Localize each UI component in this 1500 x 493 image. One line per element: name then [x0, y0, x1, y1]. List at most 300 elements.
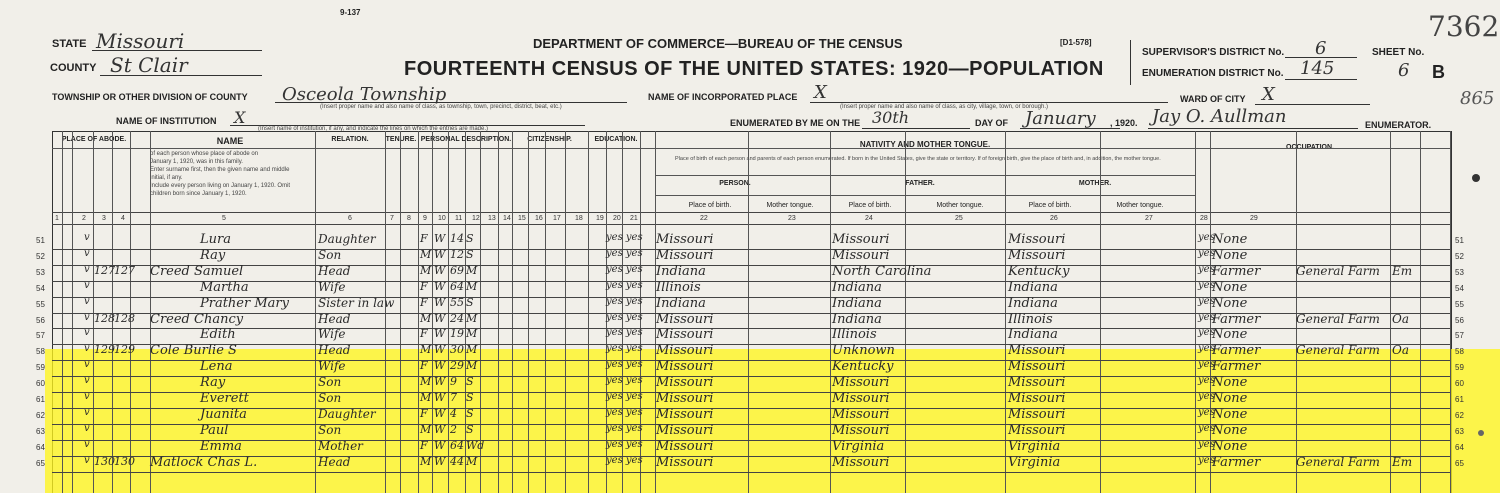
enumerated-day: 30th [872, 108, 910, 127]
race: W [434, 391, 446, 404]
col-mother-tongue: Mother tongue. [1116, 202, 1164, 209]
relation: Wife [318, 327, 346, 342]
relation: Head [318, 343, 351, 358]
line-number: 61 [1455, 395, 1464, 404]
occupation: None [1212, 438, 1248, 454]
person-name: Lena [200, 359, 233, 375]
institution-label: NAME OF INSTITUTION [116, 116, 217, 126]
row-line [52, 472, 1450, 473]
education: yes yes [606, 391, 643, 402]
column-number: 15 [518, 215, 526, 222]
family-number: 128 [114, 311, 135, 325]
line-number: 53 [36, 267, 45, 277]
check-mark: v [84, 232, 90, 243]
age: 29 [450, 359, 464, 373]
race: W [434, 311, 446, 325]
line-number: 56 [36, 315, 45, 325]
col-father-birth: Place of birth. [848, 202, 892, 209]
father-birthplace: Indiana [832, 279, 882, 295]
person-name: Ray [200, 247, 226, 263]
column-number: 5 [222, 215, 226, 222]
father-birthplace: Virginia [832, 438, 885, 454]
education: yes yes [606, 422, 643, 434]
line-number: 53 [1455, 267, 1464, 277]
industry: General Farm [1296, 454, 1380, 469]
race: W [434, 454, 446, 468]
check-mark: v [84, 343, 90, 355]
family-number: 127 [114, 263, 135, 277]
speaks-english: yes [1198, 232, 1215, 243]
year-text: , 1920. [1110, 118, 1138, 128]
industry: General Farm [1296, 343, 1380, 358]
column-number: 11 [455, 215, 463, 222]
father-birthplace: Kentucky [832, 359, 894, 375]
marital-status: Wd [466, 438, 485, 452]
father-birthplace: Illinois [832, 327, 877, 343]
person-name: Creed Samuel [150, 263, 244, 279]
age: 64 [450, 438, 464, 452]
education: yes yes [606, 406, 643, 418]
check-mark: v [84, 422, 90, 434]
column-number: 16 [535, 215, 543, 222]
mother-birthplace: Missouri [1008, 247, 1066, 263]
education: yes yes [606, 454, 643, 466]
birthplace: Missouri [656, 327, 714, 343]
education: yes yes [606, 327, 643, 339]
marital-status: S [466, 422, 474, 436]
incorporated-value: X [814, 82, 827, 103]
person-name: Lura [200, 232, 231, 247]
mother-birthplace: Missouri [1008, 375, 1066, 391]
form-id: [D1-578] [1060, 38, 1092, 47]
relation: Wife [318, 359, 346, 374]
race: W [434, 359, 446, 373]
age: 12 [450, 247, 464, 261]
father-birthplace: Missouri [832, 422, 890, 438]
marital-status: M [466, 279, 478, 293]
column-number: 1 [55, 215, 59, 222]
line-number: 58 [1455, 347, 1464, 357]
department-heading: DEPARTMENT OF COMMERCE—BUREAU OF THE CENSUS [533, 36, 903, 51]
age: 69 [450, 263, 464, 277]
speaks-english: yes [1198, 422, 1215, 434]
sex: F [420, 406, 428, 420]
day-of-label: DAY OF [975, 118, 1009, 128]
column-number: 8 [407, 215, 411, 222]
relation: Head [318, 311, 351, 326]
person-name: Juanita [200, 406, 247, 422]
mother-birthplace: Indiana [1008, 327, 1058, 343]
father-birthplace: Indiana [832, 295, 882, 311]
mother-birthplace: Missouri [1008, 422, 1066, 438]
age: 9 [450, 375, 457, 389]
enumeration-label: ENUMERATION DISTRICT No. [1142, 68, 1284, 79]
speaks-english: yes [1198, 295, 1215, 307]
father-birthplace: Unknown [832, 343, 895, 359]
enumeration-value: 145 [1300, 58, 1335, 79]
census-sheet: 9-137 DEPARTMENT OF COMMERCE—BUREAU OF THE CENSUS [D1-578] FOURTEENTH CENSUS OF THE UNITED STATES: 1920—POPULATION STATE Missouri COUNTY St Clair TOWNSHIP OR OTHER DIVISION OF COUNTY Osceola Township (Insert proper name and also name of class, as township, town, precinct, district, beat, etc.) NAME OF INSTITUTION X (Insert name of institution, if any, and indicate the lines on which the entries are made.) NAME OF INCORPORATED PLACE X (Insert proper name and also name of class, as city, village, town, or borough.) WARD OF CITY X ENUMERATED BY ME ON THE 30th DAY OF January , 1920. Jay O. Aullman ENUMERATOR. SUPERVISOR'S DISTRICT No. 6 ENUMERATION DISTRICT No. 145 SHEET No. 6 B 7362 865 PLACE OF ABODE. NAME of each person whose place of abode on January 1, 1920, was in this family. Enter surname first, then the given name and middle initial, if any. Include every person living on January 1, 1920. Omit children born since January 1, 1920. RELATION. TENURE. PERSONAL DESCRIPTION. CITIZENSHIP. EDUCATION. NATIVITY AND MOTHER TONGUE. Place of birth of each person and parents of each person enumerated. If born in the United States, give the state or territory. If of foreign birth, give the place of birth and, in addition, the mother tongue. PERSON. FATHER. MOTHER. Place of birth. Mother tongue. Place of birth. Mother tongue. Place of birth. Mother tongue. OCCUPATION. 1 2 3 4 5 6 7 8 9 10 11 12 13 14 15 16 17 18 19 20 21 22 23 24 25 26 27 28 29 51 51 v Lura Daughter F W 14 S yes yes Missouri Missouri Missouri yes None 52 52 v Ray Son M W 12 S yes yes Missouri Missouri Missouri yes None 53 53 v 127 127 Creed Samuel Head M W 69 M yes yes Indiana North Carolina Kentucky yes Farmer General Farm Em 54 54 v Martha Wife F W 64 M yes yes Illinois Indiana Indiana yes None 55 55 v Prather Mary Sister in law F W 55 S yes yes Indiana Indiana Indiana yes None 56 56 v 128 128 Creed Chancy Head M W 24 M yes yes Missouri Indiana Illinois yes Farmer General Farm Oa 57 57 v Edith Wife F W 19 M yes yes Missouri Illinois Indiana yes None 58 58 v 129 129 Cole Burlie S Head M W 30 M yes yes Missouri Unknown Missouri yes Farmer General Farm Oa 59 59 v Lena Wife F W 29 M yes yes Missouri Kentucky Missouri yes Farmer 60 60 v Ray Son M W 9 S yes yes Missouri Missouri Missouri yes None 61 61 v Everett Son M W 7 S yes yes Missouri Missouri Missouri yes None 62 62 v Juanita Daughter F W 4 S yes yes Missouri Missouri Missouri yes None 63 63 v Paul Son M W 2 S yes yes Missouri Missouri Missouri yes None 64 64 v Emma Mother F W 64 Wd yes yes Missouri Virginia Virginia yes None 65 65 v 130 130 Matlock Chas L. Head M W 44 M yes yes Missouri Missouri Virginia yes Farmer General Farm Em [0, 0, 1500, 493]
race: W [434, 295, 446, 309]
state-label: STATE [52, 38, 87, 50]
sheet-label: SHEET No. [1372, 47, 1425, 58]
census-title: FOURTEENTH CENSUS OF THE UNITED STATES: 1920—POPULATION [404, 58, 1104, 80]
punch-hole [1472, 174, 1480, 182]
father-birthplace: Missouri [832, 406, 890, 422]
marital-status: S [466, 232, 474, 245]
check-mark: v [84, 247, 90, 259]
birthplace: Indiana [656, 295, 706, 311]
father-birthplace: Missouri [832, 247, 890, 263]
line-number: 63 [1455, 426, 1464, 436]
line-number: 65 [36, 458, 45, 468]
mother-birthplace: Virginia [1008, 454, 1061, 470]
line-number: 62 [1455, 410, 1464, 420]
father-birthplace: Missouri [832, 391, 890, 406]
occupation: Farmer [1212, 343, 1261, 359]
institution-value: X [234, 108, 246, 127]
col-personal: PERSONAL DESCRIPTION. [420, 136, 512, 143]
mother-birthplace: Illinois [1008, 311, 1053, 327]
race: W [434, 279, 446, 293]
column-number: 3 [102, 215, 106, 222]
occupation: Farmer [1212, 311, 1261, 327]
sex: F [420, 327, 428, 341]
speaks-english: yes [1198, 247, 1215, 259]
speaks-english: yes [1198, 279, 1215, 291]
education: yes yes [606, 279, 643, 291]
sex: F [420, 295, 428, 309]
column-number: 14 [503, 215, 511, 222]
education: yes yes [606, 359, 643, 371]
father-birthplace: Missouri [832, 454, 890, 470]
check-mark: v [84, 263, 90, 275]
education: yes yes [606, 247, 643, 259]
relation: Son [318, 375, 342, 390]
col-education: EDUCATION. [594, 136, 638, 143]
mother-birthplace: Missouri [1008, 232, 1066, 247]
age: 14 [450, 232, 464, 245]
ward-label: WARD OF CITY [1180, 94, 1246, 104]
age: 30 [450, 343, 464, 357]
enumerator-label: ENUMERATOR. [1365, 120, 1432, 130]
check-mark: v [84, 375, 90, 387]
marital-status: M [466, 311, 478, 325]
line-number: 59 [1455, 363, 1464, 373]
birthplace: Indiana [656, 263, 706, 279]
col-person-tongue: Mother tongue. [766, 202, 814, 209]
sex: M [420, 343, 432, 357]
sheet-value: 6 [1398, 60, 1410, 81]
col-occupation: OCCUPATION. [1286, 144, 1334, 151]
birthplace: Missouri [656, 232, 714, 247]
column-number: 29 [1250, 215, 1258, 222]
marital-status: S [466, 391, 474, 404]
line-number: 57 [1455, 331, 1464, 341]
birthplace: Missouri [656, 359, 714, 375]
column-number: 28 [1200, 215, 1208, 222]
father-birthplace: Missouri [832, 375, 890, 391]
speaks-english: yes [1198, 327, 1215, 339]
race: W [434, 375, 446, 389]
line-number: 55 [1455, 299, 1464, 309]
dwelling-number: 127 [94, 263, 115, 277]
col-name: NAME [216, 136, 244, 146]
birthplace: Missouri [656, 406, 714, 422]
relation: Daughter [318, 406, 376, 421]
dwelling-number: 128 [94, 311, 115, 325]
race: W [434, 406, 446, 420]
check-mark: v [84, 311, 90, 323]
family-number: 130 [114, 454, 135, 468]
mother-birthplace: Missouri [1008, 391, 1066, 406]
age: 44 [450, 454, 464, 468]
sex: M [420, 311, 432, 325]
column-number: 26 [1050, 215, 1058, 222]
sex: F [420, 279, 428, 293]
father-birthplace: Indiana [832, 311, 882, 327]
column-number: 27 [1145, 215, 1153, 222]
occupation: None [1212, 391, 1248, 406]
person-name: Cole Burlie S [150, 343, 237, 359]
line-number: 51 [36, 236, 45, 245]
column-number: 10 [438, 215, 446, 222]
column-number: 21 [630, 215, 638, 222]
line-number: 63 [36, 426, 45, 436]
occupation: Farmer [1212, 359, 1261, 375]
col-mother-birth: Place of birth. [1028, 202, 1072, 209]
speaks-english: yes [1198, 438, 1215, 450]
race: W [434, 263, 446, 277]
age: 64 [450, 279, 464, 293]
education: yes yes [606, 232, 643, 243]
col-person: PERSON. [719, 180, 751, 187]
industry: General Farm [1296, 263, 1380, 278]
col-place-of-abode: PLACE OF ABODE. [61, 136, 127, 143]
sex: F [420, 359, 428, 373]
father-birthplace: North Carolina [832, 263, 932, 279]
grid-line [1450, 131, 1451, 493]
education: yes yes [606, 295, 643, 307]
sex: M [420, 391, 432, 404]
mother-birthplace: Indiana [1008, 295, 1058, 311]
speaks-english: yes [1198, 391, 1215, 402]
sex: F [420, 438, 428, 452]
race: W [434, 438, 446, 452]
check-mark: v [84, 438, 90, 450]
birthplace: Missouri [656, 422, 714, 438]
punch-hole-2 [1478, 430, 1484, 436]
column-number: 24 [865, 215, 873, 222]
line-number: 58 [36, 347, 45, 357]
county-value: St Clair [110, 53, 188, 77]
ward-value: X [1262, 84, 1275, 105]
line-number: 57 [36, 331, 45, 341]
column-number: 18 [575, 215, 583, 222]
race: W [434, 232, 446, 245]
form-code: 9-137 [340, 8, 361, 17]
line-number: 51 [1455, 236, 1464, 245]
marital-status: M [466, 454, 478, 468]
race: W [434, 327, 446, 341]
education: yes yes [606, 438, 643, 450]
mother-birthplace: Indiana [1008, 279, 1058, 295]
line-number: 59 [36, 363, 45, 373]
col-father-tongue: Mother tongue. [936, 202, 984, 209]
mother-birthplace: Missouri [1008, 406, 1066, 422]
relation: Head [318, 263, 351, 278]
occupation: Farmer [1212, 454, 1261, 470]
check-mark: v [84, 391, 90, 402]
speaks-english: yes [1198, 406, 1215, 418]
check-mark: v [84, 327, 90, 339]
birthplace: Missouri [656, 311, 714, 327]
birthplace: Illinois [656, 279, 701, 295]
birthplace: Missouri [656, 343, 714, 359]
column-number: 20 [613, 215, 621, 222]
column-number: 12 [472, 215, 480, 222]
education: yes yes [606, 263, 643, 275]
father-birthplace: Missouri [832, 232, 890, 247]
occupation: None [1212, 232, 1248, 247]
education: yes yes [606, 343, 643, 355]
relation: Head [318, 454, 351, 469]
marital-status: M [466, 343, 478, 357]
line-number: 52 [1455, 251, 1464, 261]
marital-status: M [466, 263, 478, 277]
person-name: Martha [200, 279, 249, 295]
mother-birthplace: Virginia [1008, 438, 1061, 454]
education: yes yes [606, 311, 643, 323]
speaks-english: yes [1198, 263, 1215, 275]
speaks-english: yes [1198, 454, 1215, 466]
column-number: 23 [788, 215, 796, 222]
person-name: Edith [200, 327, 236, 343]
column-number: 9 [423, 215, 427, 222]
incorporated-label: NAME OF INCORPORATED PLACE [648, 92, 798, 102]
person-name: Creed Chancy [150, 311, 244, 327]
age: 24 [450, 311, 464, 325]
marital-status: M [466, 359, 478, 373]
person-name: Ray [200, 375, 226, 391]
line-number: 61 [36, 395, 45, 404]
birthplace: Missouri [656, 438, 714, 454]
line-number: 54 [36, 283, 45, 293]
birthplace: Missouri [656, 454, 714, 470]
occupation: Farmer [1212, 263, 1261, 279]
township-value: Osceola Township [282, 84, 447, 105]
occupation: None [1212, 247, 1248, 263]
age: 19 [450, 327, 464, 341]
relation: Wife [318, 279, 346, 294]
column-number: 19 [596, 215, 604, 222]
line-number: 52 [36, 251, 45, 261]
stamp-number: 7362 [1428, 10, 1500, 43]
race: W [434, 343, 446, 357]
county-label: COUNTY [50, 62, 97, 74]
column-number: 6 [348, 215, 352, 222]
birthplace: Missouri [656, 391, 714, 406]
line-number: 62 [36, 410, 45, 420]
birthplace: Missouri [656, 247, 714, 263]
marital-status: M [466, 327, 478, 341]
enumerated-month: January [1025, 108, 1096, 129]
column-number: 13 [488, 215, 496, 222]
sheet-letter: B [1432, 62, 1445, 82]
dwelling-number: 129 [94, 343, 115, 357]
line-number: 65 [1455, 458, 1464, 468]
mother-birthplace: Kentucky [1008, 263, 1070, 279]
person-name: Prather Mary [200, 295, 289, 311]
column-number: 4 [121, 215, 125, 222]
industry: General Farm [1296, 311, 1380, 326]
check-mark: v [84, 454, 90, 466]
column-number: 2 [82, 215, 86, 222]
occupation: None [1212, 422, 1248, 438]
occupation: None [1212, 295, 1248, 311]
line-number: 64 [1455, 442, 1464, 452]
col-citizenship: CITIZENSHIP. [527, 136, 572, 143]
col-mother: MOTHER. [1078, 180, 1112, 187]
line-number: 56 [1455, 315, 1464, 325]
column-number: 22 [700, 215, 708, 222]
marital-status: S [466, 295, 474, 309]
col-person-birth: Place of birth. [688, 202, 732, 209]
sex: M [420, 263, 432, 277]
line-number: 60 [36, 379, 45, 389]
person-name: Emma [200, 438, 242, 454]
township-label: TOWNSHIP OR OTHER DIVISION OF COUNTY [52, 92, 248, 102]
sex: M [420, 454, 432, 468]
race: W [434, 247, 446, 261]
family-number: 129 [114, 343, 135, 357]
column-number: 17 [553, 215, 561, 222]
sex: M [420, 422, 432, 436]
col-nativity: NATIVITY AND MOTHER TONGUE. [859, 140, 991, 149]
relation: Mother [318, 438, 363, 453]
birthplace: Missouri [656, 375, 714, 391]
supervisor-label: SUPERVISOR'S DISTRICT No. [1142, 47, 1285, 58]
age: 2 [450, 422, 457, 436]
sex: F [420, 232, 428, 245]
line-number: 55 [36, 299, 45, 309]
education: yes yes [606, 375, 643, 387]
sex: M [420, 375, 432, 389]
speaks-english: yes [1198, 375, 1215, 387]
check-mark: v [84, 406, 90, 418]
race: W [434, 422, 446, 436]
person-name: Paul [200, 422, 229, 438]
person-name: Matlock Chas L. [150, 454, 258, 470]
speaks-english: yes [1198, 311, 1215, 323]
col-relation: RELATION. [331, 136, 369, 143]
enumerated-label: ENUMERATED BY ME ON THE [730, 118, 861, 128]
check-mark: v [84, 279, 90, 291]
marital-status: S [466, 406, 474, 420]
mother-birthplace: Missouri [1008, 359, 1066, 375]
col-tenure: TENURE. [385, 136, 417, 143]
occupation: None [1212, 406, 1248, 422]
speaks-english: yes [1198, 343, 1215, 355]
col-father: FATHER. [905, 180, 935, 187]
age: 55 [450, 295, 464, 309]
worker-class: Em [1392, 263, 1413, 278]
speaks-english: yes [1198, 359, 1215, 371]
sex: M [420, 247, 432, 261]
relation: Son [318, 391, 342, 405]
check-mark: v [84, 295, 90, 307]
person-name: Everett [200, 391, 249, 406]
relation: Sister in law [318, 295, 395, 310]
